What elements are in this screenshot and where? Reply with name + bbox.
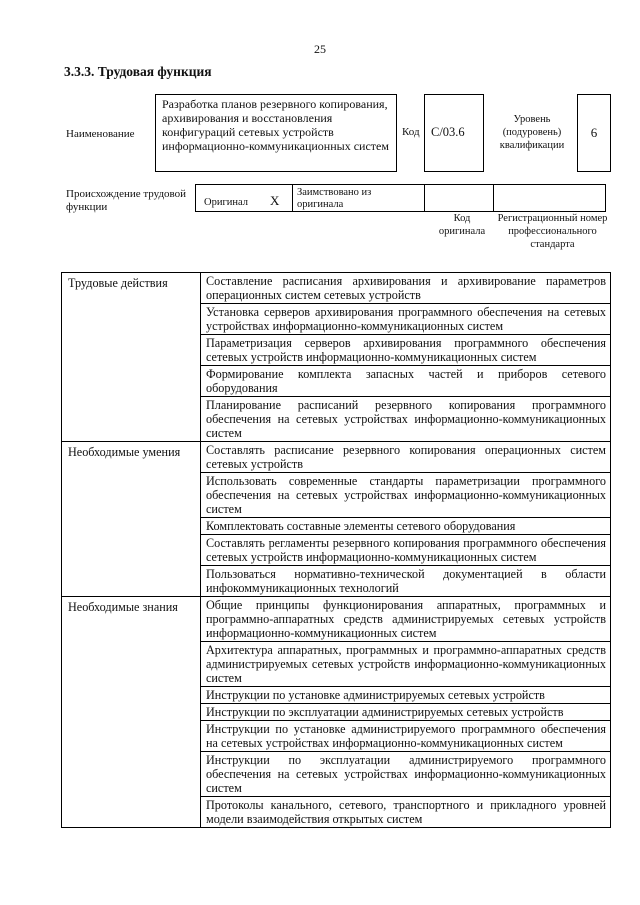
registration-number-cell xyxy=(493,184,606,212)
item-text-cell: Установка серверов архивирования программного обеспечения на сетевых устройствах информационно-коммуникационных систем xyxy=(201,304,611,335)
category-cell: Необходимые знания xyxy=(62,597,201,828)
function-details-table xyxy=(61,272,611,828)
item-text-cell: Параметризация серверов архивирования программного обеспечения сетевых устройств информационно-коммуникационных систем xyxy=(201,335,611,366)
item-text-cell: Пользоваться нормативно-технической документацией в области инфокоммуникационных технологий xyxy=(201,566,611,597)
original-mark: X xyxy=(270,193,280,208)
item-text-cell: Комплектовать составные элементы сетевого оборудования xyxy=(201,518,611,535)
item-text-cell: Архитектура аппаратных, программных и программно-аппаратных средств администрируемых сетевых устройств информационно-коммуникационных систем xyxy=(201,642,611,687)
name-label: Наименование xyxy=(66,128,135,140)
original-cell xyxy=(195,184,293,212)
section-title: 3.3.3. Трудовая функция xyxy=(64,64,212,79)
item-text-cell: Использовать современные стандарты параметризации программного обеспечения на сетевых устройствах информационно-коммуникационных систем xyxy=(201,473,611,518)
code-label: Код xyxy=(402,126,420,138)
item-text-cell: Формирование комплекта запасных частей и приборов сетевого оборудования xyxy=(201,366,611,397)
function-details-body xyxy=(62,273,611,828)
code-value-box: C/03.6 xyxy=(424,94,484,172)
borrowed-cell: Заимствовано из оригинала xyxy=(292,184,425,212)
item-text-cell: Составление расписания архивирования и архивирование параметров операционных систем сетевых устройств xyxy=(201,273,611,304)
page-number: 25 xyxy=(314,42,326,56)
origin-label: Происхождение трудовой функции xyxy=(66,188,187,213)
category-cell: Трудовые действия xyxy=(62,273,201,442)
code-caption: Код оригинала xyxy=(438,213,486,237)
level-value-box: 6 xyxy=(577,94,611,172)
item-text-cell: Составлять регламенты резервного копирования программного обеспечения сетевых устройств информационно-коммуникационных систем xyxy=(201,535,611,566)
original-label: Оригинал xyxy=(204,197,248,208)
original-code-cell xyxy=(424,184,494,212)
item-text-cell: Инструкции по эксплуатации администрируемого программного обеспечения на сетевых устройствах информационно-коммуникационных систем xyxy=(201,752,611,797)
item-text-cell: Инструкции по эксплуатации администрируемых сетевых устройств xyxy=(201,704,611,721)
category-cell: Необходимые умения xyxy=(62,442,201,597)
origin-row xyxy=(196,184,609,212)
function-name-box: Разработка планов резервного копирования, архивирования и восстановления конфигураций сетевых устройств информационно-коммуникационных систем xyxy=(155,94,397,172)
item-text-cell: Составлять расписание резервного копирования операционных систем сетевых устройств xyxy=(201,442,611,473)
item-text-cell: Планирование расписаний резервного копирования программного обеспечения на сетевых устройствах информационно-коммуникационных систем xyxy=(201,397,611,442)
item-text-cell: Инструкции по установке администрируемых сетевых устройств xyxy=(201,687,611,704)
table-row xyxy=(62,442,611,473)
item-text-cell: Общие принципы функционирования аппаратных, программных и программно-аппаратных средств администрируемых сетевых устройств информационно-коммуникационных систем xyxy=(201,597,611,642)
item-text-cell: Инструкции по установке администрируемого программного обеспечения на сетевых устройствах информационно-коммуникационных систем xyxy=(201,721,611,752)
table-row xyxy=(62,597,611,642)
level-label: Уровень (подуровень) квалификации xyxy=(499,114,565,151)
registration-caption: Регистрационный номер профессионального стандарта xyxy=(497,213,608,250)
table-row xyxy=(62,273,611,304)
item-text-cell: Протоколы канального, сетевого, транспортного и прикладного уровней модели взаимодействия открытых систем xyxy=(201,797,611,828)
